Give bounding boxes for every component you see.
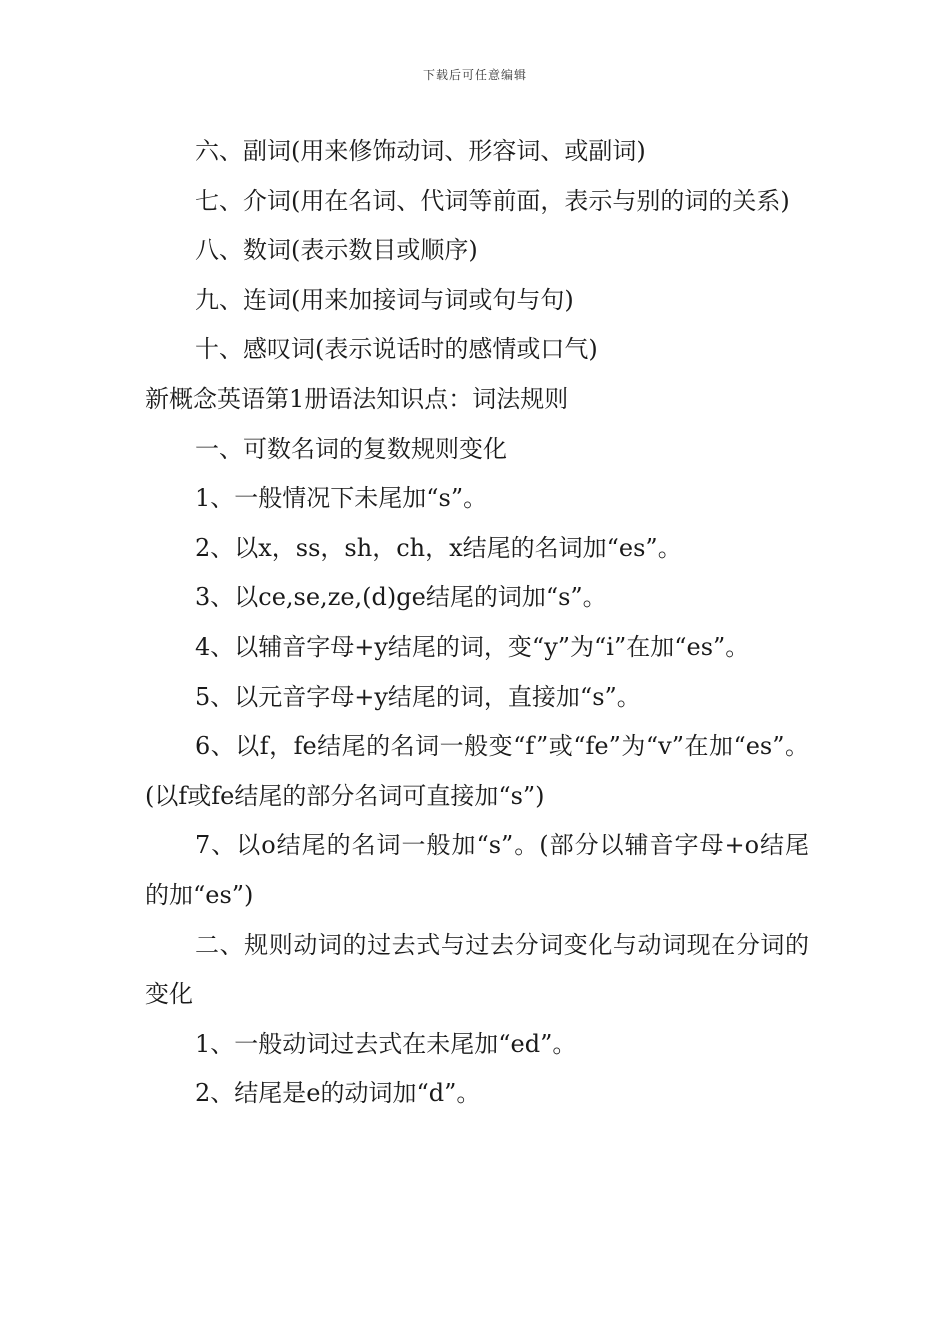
rule-verb-1: 1、一般动词过去式在未尾加“ed”。 (195, 1029, 577, 1058)
paragraph-numeral: 八、数词(表示数目或顺序) (195, 236, 478, 265)
paragraph-conjunction: 九、连词(用来加接词与词或句与句) (195, 285, 574, 314)
rule-verb-2: 2、结尾是e的动词加“d”。 (195, 1079, 481, 1108)
rule-plural-3: 3、以ce,se,ze,(d)ge结尾的词加“s”。 (195, 583, 607, 612)
rule-plural-5: 5、以元音字母+y结尾的词，直接加“s”。 (195, 682, 641, 711)
rule-plural-1: 1、一般情况下未尾加“s”。 (195, 484, 488, 513)
rule-plural-2: 2、以x，ss，sh，ch，x结尾的名词加“es”。 (195, 533, 682, 562)
paragraph-adverb: 六、副词(用来修饰动词、形容词、或副词) (195, 137, 646, 165)
rule-plural-6: 6、以f，fe结尾的名词一般变“f”或“fe”为“v”在加“es”。(以f或fe结尾的部分名词可直接加“s”) (145, 732, 809, 810)
paragraph-preposition: 七、介词(用在名词、代词等前面，表示与别的词的关系) (195, 186, 790, 215)
paragraph-interjection: 十、感叹词(表示说话时的感情或口气) (195, 335, 598, 364)
heading-regular-verbs: 二、规则动词的过去式与过去分词变化与动词现在分词的变化 (145, 930, 809, 1009)
rule-plural-7: 7、以o结尾的名词一般加“s”。(部分以辅音字母+o结尾的加“es”) (145, 831, 809, 909)
document-body (145, 127, 809, 1119)
rule-plural-4: 4、以辅音字母+y结尾的词，变“y”为“i”在加“es”。 (195, 632, 750, 661)
page-header: 下载后可任意编辑 (422, 68, 527, 82)
heading-plural-nouns: 一、可数名词的复数规则变化 (195, 434, 507, 463)
section-heading-morphology-rules: 新概念英语第1册语法知识点：词法规则 (145, 384, 569, 413)
